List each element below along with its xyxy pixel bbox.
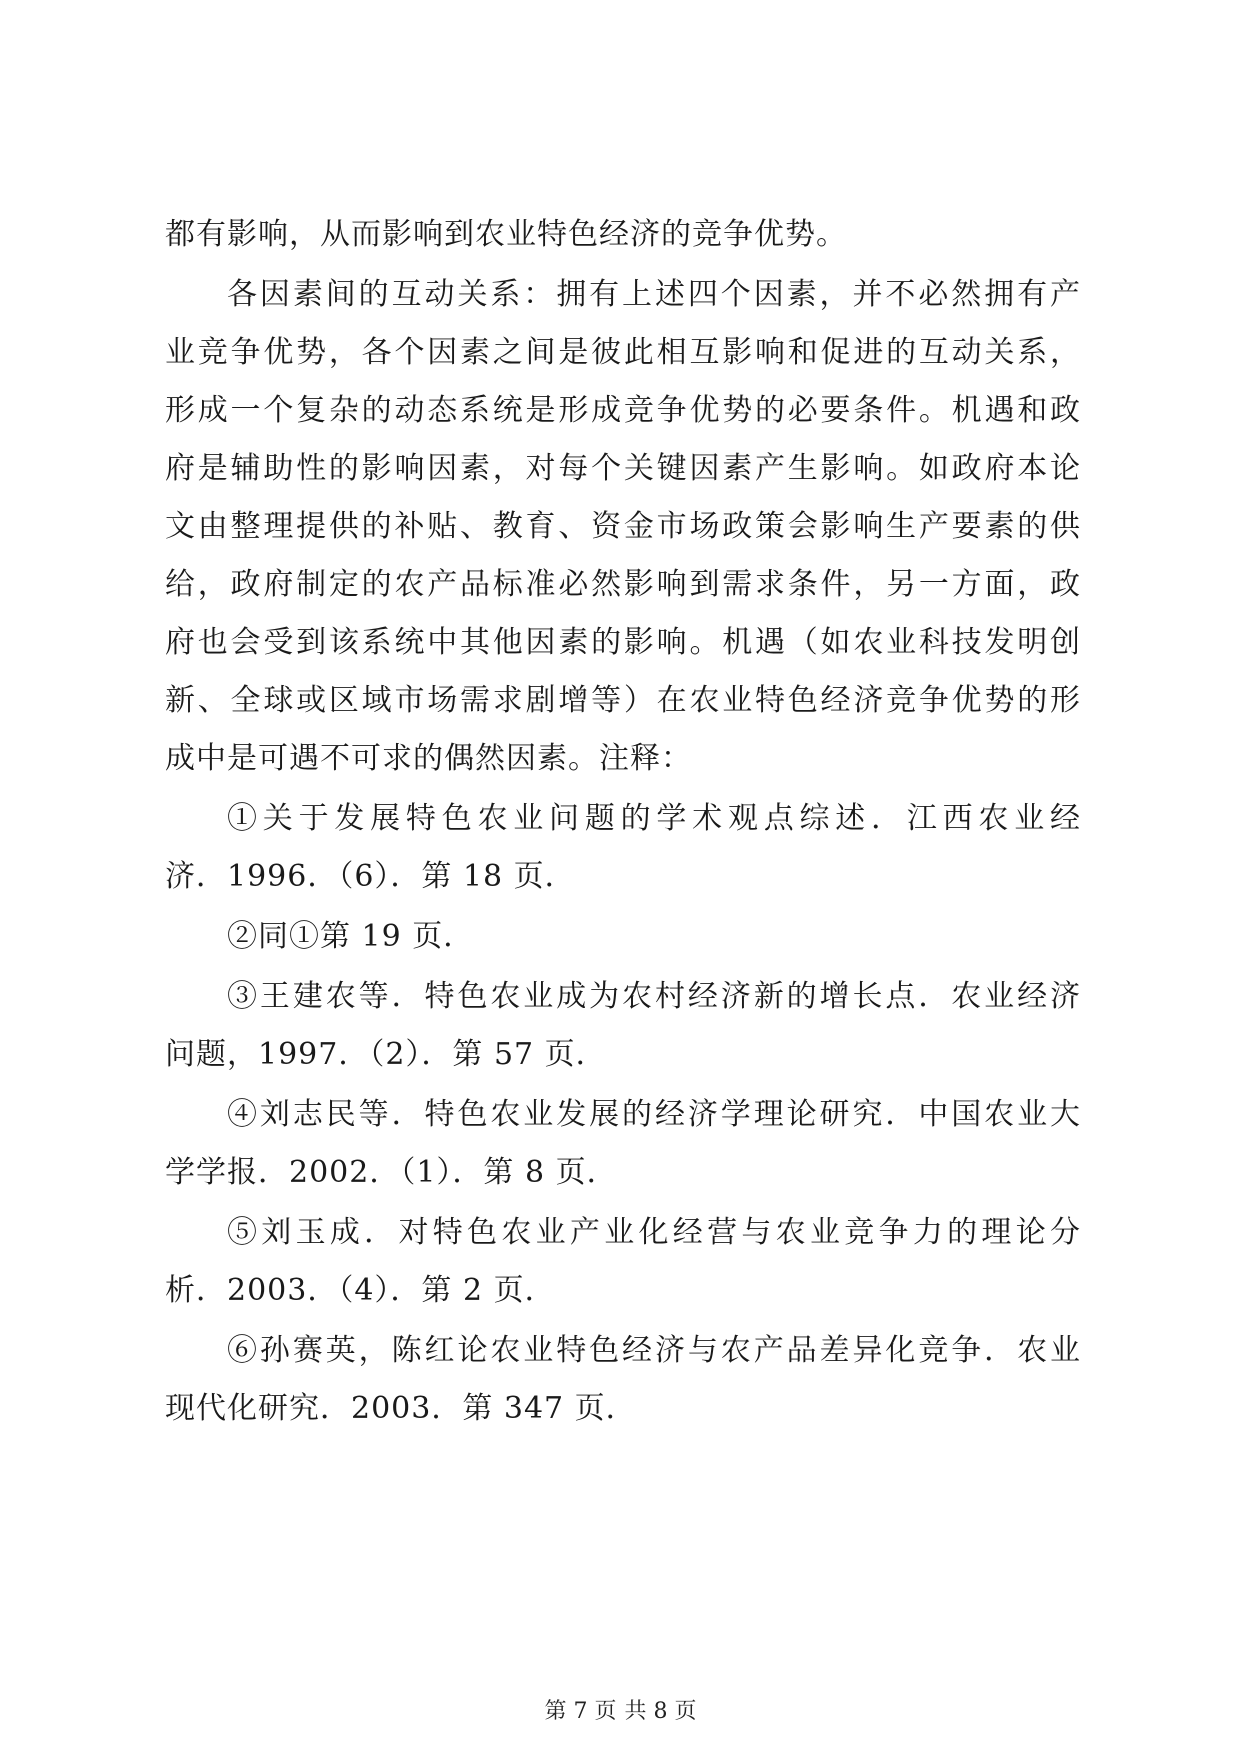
paragraph-line: 成中是可遇不可求的偶然因素。注释： [165, 741, 692, 776]
page-number-current: 第 7 页 [544, 1699, 617, 1724]
footnote-line: ⑤刘玉成．对特色农业产业化经营与农业竞争力的理论分 [227, 1215, 1080, 1250]
footnote-line: 济．1996．（6）．第 18 页． [165, 859, 576, 894]
page-footer [0, 1697, 1241, 1727]
paragraph-line: 各因素间的互动关系：拥有上述四个因素，并不必然拥有产 [227, 277, 1080, 312]
paragraph-line: 文由整理提供的补贴、教育、资金市场政策会影响生产要素的供 [165, 509, 1080, 544]
paragraph-line: 新、全球或区域市场需求剧增等）在农业特色经济竞争优势的形 [165, 683, 1080, 718]
paragraph-line: 形成一个复杂的动态系统是形成竞争优势的必要条件。机遇和政 [165, 393, 1080, 428]
paragraph-line: 府是辅助性的影响因素，对每个关键因素产生影响。如政府本论 [165, 451, 1080, 486]
footnote-line: ⑥孙赛英，陈红论农业特色经济与农产品差异化竞争．农业 [227, 1333, 1080, 1368]
paragraph-line: 给，政府制定的农产品标准必然影响到需求条件，另一方面，政 [165, 567, 1080, 602]
footnote-line: ②同①第 19 页． [227, 919, 475, 954]
footnote-line: 现代化研究．2003．第 347 页． [165, 1391, 637, 1426]
footnote-line: ③王建农等．特色农业成为农村经济新的增长点．农业经济 [227, 979, 1080, 1014]
paragraph-line: 府也会受到该系统中其他因素的影响。机遇（如农业科技发明创 [165, 625, 1080, 660]
paragraph-line: 业竞争优势，各个因素之间是彼此相互影响和促进的互动关系， [165, 335, 1080, 370]
footnote-line: 学学报．2002．（1）．第 8 页． [165, 1155, 618, 1190]
footnote-line: ④刘志民等．特色农业发展的经济学理论研究．中国农业大 [227, 1097, 1080, 1132]
footnote-line: 析．2003．（4）．第 2 页． [165, 1273, 556, 1308]
page-number-total: 共 8 页 [624, 1699, 697, 1724]
paragraph-line: 都有影响，从而影响到农业特色经济的竞争优势。 [165, 217, 847, 252]
footnote-line: ①关于发展特色农业问题的学术观点综述．江西农业经 [227, 801, 1080, 836]
footnote-line: 问题，1997．（2）．第 57 页． [165, 1037, 607, 1072]
